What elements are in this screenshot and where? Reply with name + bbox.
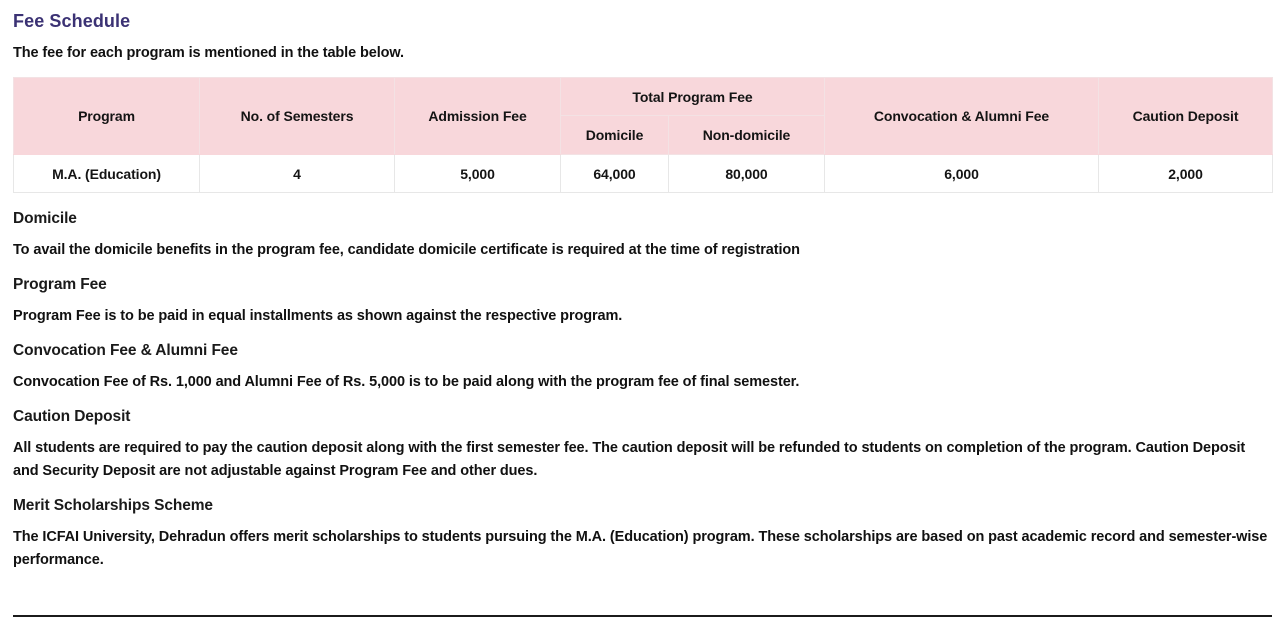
section-body-program-fee: Program Fee is to be paid in equal installments as shown against the respective program. xyxy=(13,308,623,324)
section-heading-caution-deposit: Caution Deposit xyxy=(13,408,131,425)
table-row xyxy=(14,155,1273,193)
fee-table-container xyxy=(13,77,1272,193)
cell-caution-deposit: 2,000 xyxy=(1099,155,1273,193)
column-header-non-domicile-label: Non-domicile xyxy=(702,127,791,143)
column-header-total-program-fee-label: Total Program Fee xyxy=(632,88,753,105)
column-header-domicile-label: Domicile xyxy=(585,127,644,143)
page-title: Fee Schedule xyxy=(13,11,131,31)
section-caution-deposit xyxy=(13,408,1272,483)
column-header-non-domicile xyxy=(669,116,825,155)
section-domicile xyxy=(13,210,1272,262)
bottom-divider xyxy=(13,615,1272,617)
section-heading-program-fee: Program Fee xyxy=(13,276,107,293)
section-body-merit-scholarships-scheme: The ICFAI University, Dehradun offers merit scholarships to students pursuing the M.A. (Education) program. These scholarships are based on past academic record and semester-wise performance. xyxy=(13,529,1268,568)
cell-non-domicile-fee: 80,000 xyxy=(669,155,825,193)
column-header-semesters xyxy=(200,78,395,155)
section-heading-convocation-alumni-fee: Convocation Fee & Alumni Fee xyxy=(13,342,238,359)
section-body-convocation-alumni-fee: Convocation Fee of Rs. 1,000 and Alumni Fee of Rs. 5,000 is to be paid along with the program fee of final semester. xyxy=(13,374,800,390)
section-convocation-alumni-fee xyxy=(13,342,1272,394)
section-body-caution-deposit: All students are required to pay the caution deposit along with the first semester fee. The caution deposit will be refunded to students on completion of the program. Caution Deposit and Security Deposit are not adjustable against Program Fee and other dues. xyxy=(13,440,1246,479)
section-heading-domicile: Domicile xyxy=(13,210,77,227)
cell-admission-fee: 5,000 xyxy=(395,155,561,193)
section-heading-merit-scholarships-scheme: Merit Scholarships Scheme xyxy=(13,497,213,514)
column-header-program xyxy=(14,78,200,155)
section-merit-scholarships-scheme xyxy=(13,497,1272,572)
table-header-group-row xyxy=(14,78,1273,116)
column-header-caution-deposit xyxy=(1099,78,1273,155)
table-body xyxy=(14,155,1273,193)
fee-schedule-table xyxy=(13,77,1273,193)
column-header-semesters-label: No. of Semesters xyxy=(240,108,354,124)
cell-domicile-fee: 64,000 xyxy=(561,155,669,193)
cell-convocation-alumni-fee: 6,000 xyxy=(825,155,1099,193)
section-program-fee xyxy=(13,276,1272,328)
table-header xyxy=(14,78,1273,155)
column-header-convocation-alumni-fee-label: Convocation & Alumni Fee xyxy=(873,108,1050,124)
column-header-program-label: Program xyxy=(78,108,135,124)
section-body-domicile: To avail the domicile benefits in the program fee, candidate domicile certificate is required at the time of registration xyxy=(13,242,800,258)
intro-text: The fee for each program is mentioned in the table below. xyxy=(13,45,404,61)
column-header-domicile xyxy=(561,116,669,155)
column-header-admission-fee xyxy=(395,78,561,155)
column-header-convocation-alumni-fee xyxy=(825,78,1099,155)
column-header-total-program-fee xyxy=(561,78,825,116)
column-header-caution-deposit-label: Caution Deposit xyxy=(1132,108,1239,124)
column-header-admission-fee-label: Admission Fee xyxy=(428,108,527,124)
cell-program: M.A. (Education) xyxy=(14,155,200,193)
cell-semesters: 4 xyxy=(200,155,395,193)
